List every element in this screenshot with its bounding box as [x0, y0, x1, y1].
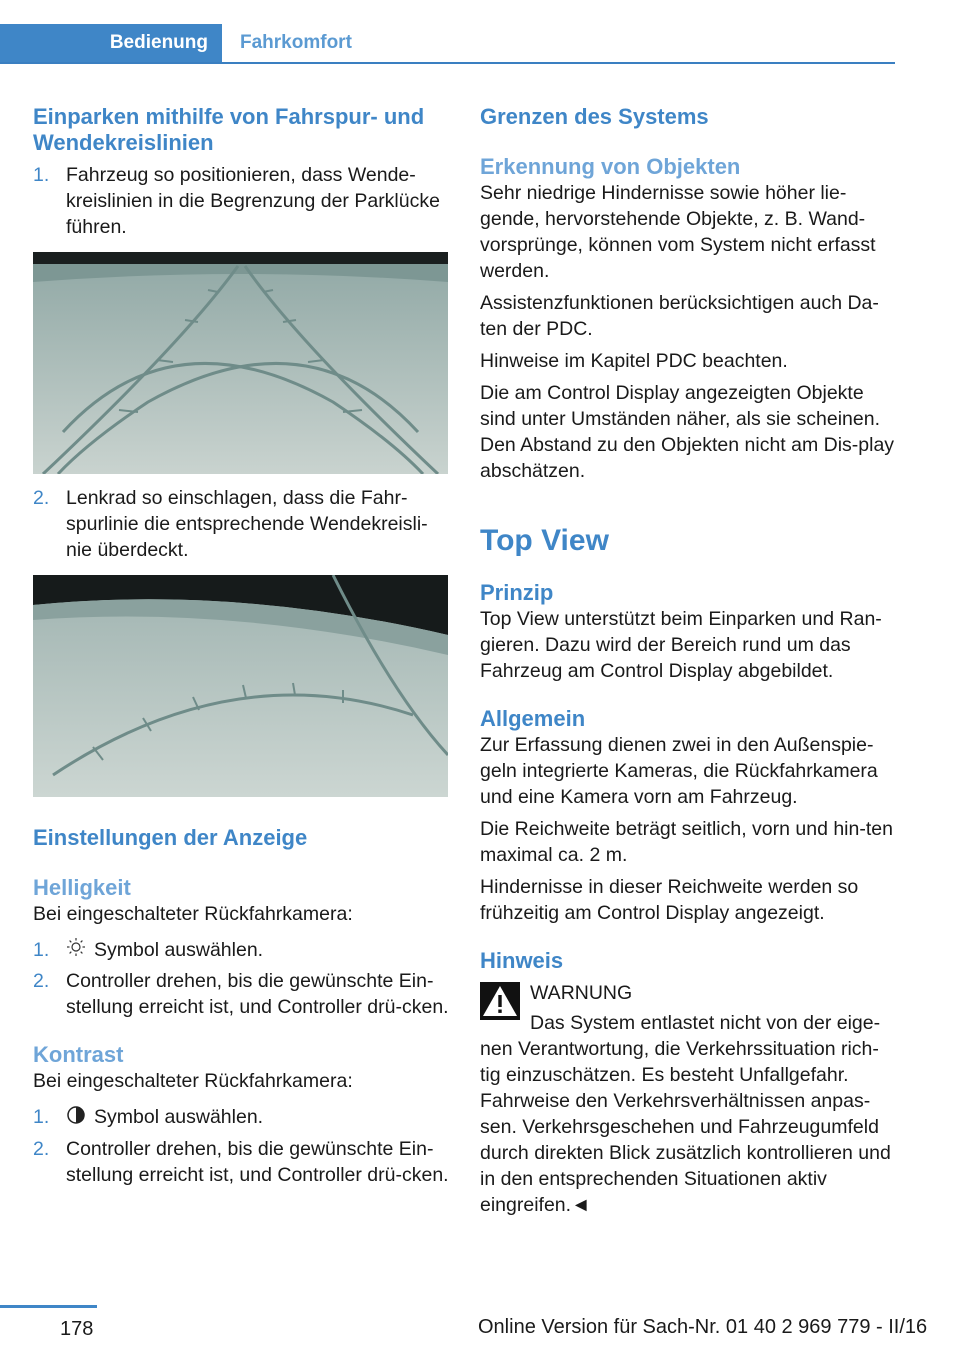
step-number: 1.	[33, 1106, 50, 1129]
paragraph: Hindernisse in dieser Reichweite werden so frühzeitig am Control Display angezeigt.	[480, 876, 859, 924]
step-number: 1.	[33, 939, 50, 961]
warning-text: nen Verantwortung, die Verkehrssituation rich-tig einzuschätzen. Es besteht Unfallgefahr. Fahrweise den Verkehrsverhältnissen anpas-sen. Verkehrsgeschehen und Fahrzeugumfeld durch direkten Blick zusätzlich kontrollieren und in den entsprechenden Situationen aktiv eingreifen.◄	[480, 1038, 891, 1216]
warning-block	[480, 980, 896, 1036]
step-number: 2.	[33, 970, 50, 993]
paragraph: Die Reichweite beträgt seitlich, vorn und hin-ten maximal ca. 2 m.	[480, 818, 893, 866]
tab-fahrkomfort[interactable]: Fahrkomfort	[240, 32, 352, 53]
paragraph: Top View unterstützt beim Einparken und Ran-gieren. Dazu wird der Bereich rund um das Fahrzeug am Control Display abgebildet.	[480, 608, 882, 682]
warning-text-first: Das System entlastet nicht von der eige-	[530, 1012, 881, 1034]
chapter-title-topview: Top View	[480, 524, 609, 557]
paragraph: Bei eingeschalteter Rückfahrkamera:	[33, 903, 353, 925]
paragraph: Bei eingeschalteter Rückfahrkamera:	[33, 1070, 353, 1093]
subsection-title-helligkeit: Helligkeit	[33, 875, 131, 900]
camera-image-2	[33, 575, 448, 797]
step-number: 2.	[33, 1137, 50, 1160]
warning-label: WARNUNG	[530, 982, 633, 1004]
list-item	[33, 1136, 453, 1188]
paragraph: Hinweise im Kapitel PDC beachten.	[480, 350, 788, 372]
section-title-anzeige: Einstellungen der Anzeige	[33, 825, 308, 850]
contrast-icon	[66, 1105, 88, 1132]
section-anzeige	[33, 825, 453, 1188]
paragraph: Assistenzfunktionen berücksichtigen auch Da-ten der PDC.	[480, 292, 879, 340]
step-text: Symbol auswählen.	[94, 1106, 264, 1129]
section-title-grenzen: Grenzen des Systems	[480, 104, 709, 129]
camera-image-1	[33, 252, 448, 474]
list-item	[33, 937, 453, 964]
list-item	[33, 485, 453, 563]
right-column	[480, 104, 896, 1218]
step-number: 1.	[33, 164, 50, 186]
page-number: 178	[60, 1318, 94, 1340]
section-title-einparken: Einparken mithilfe von Fahrspur- und Wendekreislinien	[33, 104, 425, 155]
online-version-note: Online Version für Sach-Nr. 01 40 2 969 779 - II/16	[478, 1316, 928, 1338]
step-number: 2.	[33, 487, 50, 509]
paragraph: Zur Erfassung dienen zwei in den Außenspie-geln integrierte Kameras, die Rückfahrkamera und eine Kamera vorn am Fahrzeug.	[480, 734, 878, 808]
footer-rule	[0, 1305, 97, 1308]
list-item	[33, 162, 453, 240]
subsection-title-erkennung: Erkennung von Objekten	[480, 154, 741, 179]
subsection-title-hinweis: Hinweis	[480, 948, 564, 973]
warning-triangle-icon	[480, 982, 520, 1025]
subsection-title-kontrast: Kontrast	[33, 1042, 124, 1068]
paragraph: Die am Control Display angezeigten Objekte sind unter Umständen näher, als sie scheinen. Den Abstand zu den Objekten nicht am Dis-play abschätzen.	[480, 382, 895, 482]
step-text: Controller drehen, bis die gewünschte Ein-stellung erreicht ist, und Controller drü-cken.	[66, 1137, 449, 1186]
subsection-title-prinzip: Prinzip	[480, 580, 554, 605]
subsection-title-allgemein: Allgemein	[480, 706, 586, 731]
step-text: Symbol auswählen.	[94, 939, 264, 961]
paragraph: Sehr niedrige Hindernisse sowie höher lie-gende, hervorstehende Objekte, z. B. Wand-vorsprünge, können vom System nicht erfasst werden.	[480, 182, 876, 282]
step-2-block	[33, 485, 453, 563]
step-text: Controller drehen, bis die gewünschte Ein-stellung erreicht ist, und Controller drü-cken.	[66, 970, 449, 1019]
section-einparken	[33, 104, 453, 240]
sun-icon	[66, 937, 88, 964]
header-tabs	[0, 24, 895, 64]
step-text: Fahrzeug so positionieren, dass Wende-kreislinien in die Begrenzung der Parklücke führen.	[66, 164, 440, 238]
list-item	[33, 1104, 453, 1131]
list-item	[33, 968, 453, 1020]
step-text: Lenkrad so einschlagen, dass die Fahr-spurlinie die entsprechende Wendekreisli-nie überdeckt.	[66, 487, 428, 561]
tab-bedienung[interactable]: Bedienung	[0, 24, 222, 62]
